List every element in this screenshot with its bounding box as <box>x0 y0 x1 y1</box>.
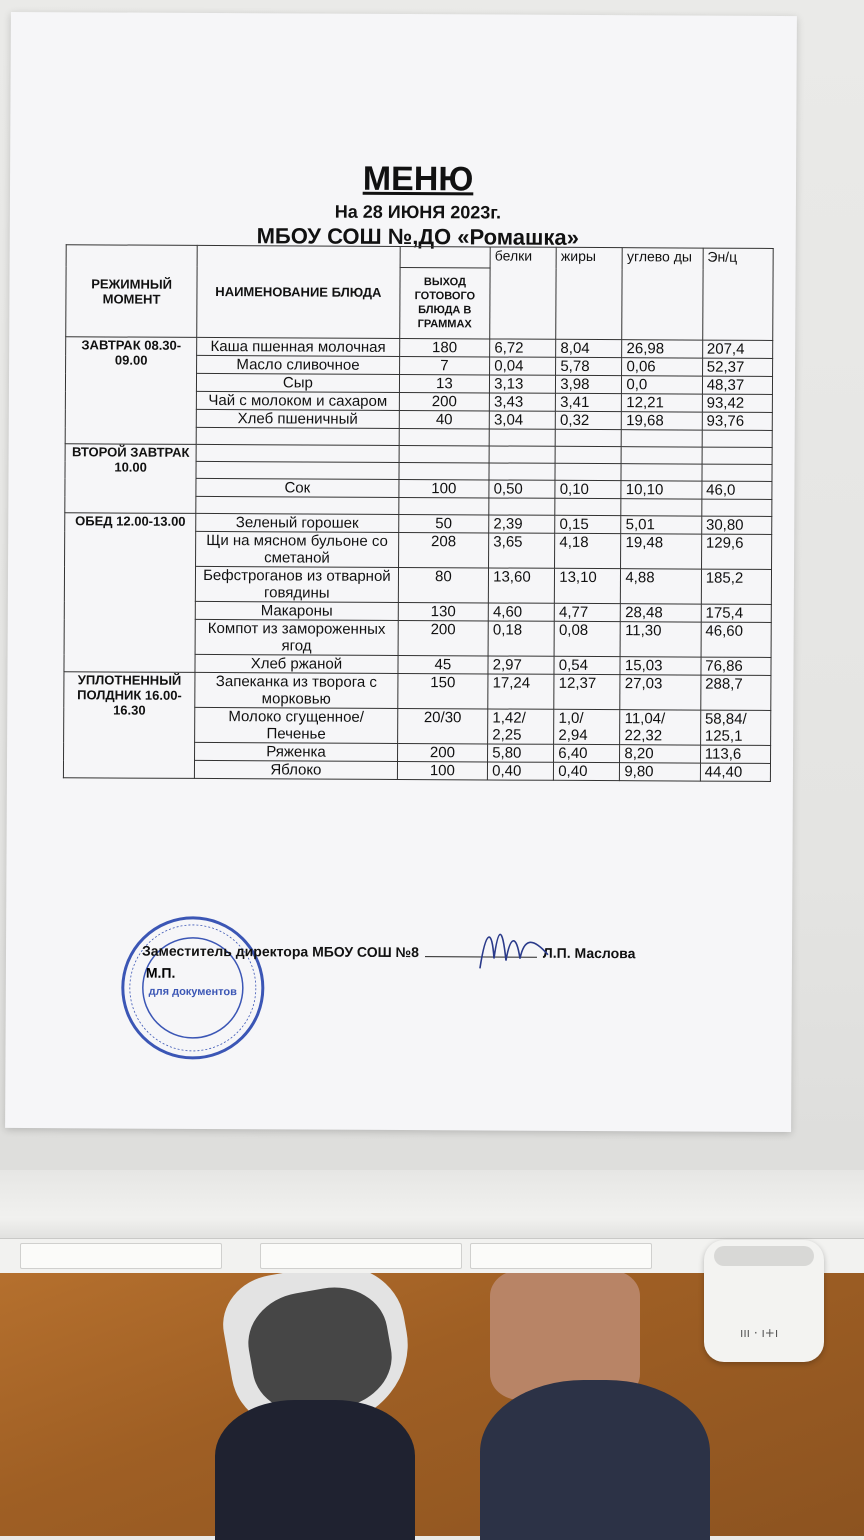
meal-time-cell: УПЛОТНЕННЫЙ ПОЛДНИК 16.00-16.30 <box>63 672 195 779</box>
cell-carbs: 19,48 <box>621 534 702 569</box>
header-fat: жиры <box>556 247 623 339</box>
cell-energy: 207,4 <box>702 340 772 358</box>
cell-output: 7 <box>399 356 490 374</box>
cell-fat: 5,78 <box>556 357 622 375</box>
cell-protein: 2,97 <box>488 656 554 674</box>
stamp-label: для документов <box>148 985 237 999</box>
table-body <box>63 337 772 782</box>
empty-cell <box>702 430 772 447</box>
document-date: На 28 ИЮНЯ 2023г. <box>334 201 502 223</box>
cell-name: Щи на мясном бульоне со сметаной <box>196 531 399 567</box>
empty-cell <box>555 463 621 480</box>
cell-protein: 3,13 <box>490 375 556 393</box>
cell-energy: 46,60 <box>701 622 771 657</box>
empty-cell <box>398 497 489 514</box>
menu-table <box>63 244 774 782</box>
header-output-top <box>400 246 491 267</box>
cell-name: Бефстроганов из отварной говядины <box>196 566 399 602</box>
cell-protein: 0,18 <box>488 621 554 656</box>
meal-time-cell: ЗАВТРАК 08.30-09.00 <box>65 337 197 445</box>
cell-protein: 13,60 <box>489 568 555 603</box>
cell-name: Ряженка <box>195 742 398 761</box>
radiator-section <box>20 1243 222 1269</box>
cell-protein: 2,39 <box>489 515 555 533</box>
signer-name: Л.П. Маслова <box>542 944 636 962</box>
empty-cell <box>489 446 555 463</box>
cell-protein: 1,42/ 2,25 <box>488 709 554 744</box>
signer-position: Заместитель директора МБОУ СОШ №8 <box>141 942 420 961</box>
empty-cell <box>399 428 490 445</box>
cell-name: Компот из замороженных ягод <box>195 619 398 655</box>
empty-cell <box>555 498 621 515</box>
table-row <box>65 513 772 535</box>
cell-fat: 12,37 <box>554 674 620 709</box>
header-output: ВЫХОД ГОТОВОГО БЛЮДА В ГРАММАХ <box>399 267 490 338</box>
cell-carbs: 27,03 <box>620 675 701 710</box>
empty-cell <box>555 446 621 463</box>
cell-name: Масло сливочное <box>197 355 400 374</box>
cell-carbs: 11,30 <box>620 622 701 657</box>
thermostat-valve <box>704 1240 824 1362</box>
empty-cell <box>489 429 555 446</box>
cell-protein: 3,65 <box>489 533 555 568</box>
cell-name: Чай с молоком и сахаром <box>197 391 400 410</box>
menu-sheet <box>5 12 797 1132</box>
table-row <box>64 672 771 711</box>
empty-cell <box>622 430 702 447</box>
cell-name: Сыр <box>197 373 400 392</box>
empty-cell <box>399 445 490 462</box>
leg-left <box>215 1400 415 1540</box>
table-row <box>66 337 773 359</box>
empty-cell <box>399 462 490 479</box>
cell-carbs: 15,03 <box>620 657 700 675</box>
empty-cell <box>702 499 772 516</box>
header-name: НАИМЕНОВАНИЕ БЛЮДА <box>197 245 400 338</box>
cell-carbs: 8,20 <box>620 745 700 763</box>
empty-cell <box>196 427 399 445</box>
cell-fat: 6,40 <box>554 744 620 762</box>
valve-marks-icon: ııı · ı+ı <box>740 1326 779 1340</box>
cell-fat: 13,10 <box>555 568 621 603</box>
cell-protein: 3,43 <box>490 393 556 411</box>
cell-carbs: 5,01 <box>621 516 701 534</box>
cell-energy: 288,7 <box>701 675 771 710</box>
header-carbs: углево ды <box>622 248 703 340</box>
radiator-section <box>470 1243 652 1269</box>
cell-carbs: 28,48 <box>621 604 701 622</box>
cell-energy: 76,86 <box>701 657 771 675</box>
cell-energy: 44,40 <box>700 763 770 781</box>
cell-name: Хлеб ржаной <box>195 654 398 673</box>
cell-output: 208 <box>398 532 489 567</box>
cell-fat: 4,18 <box>555 533 621 568</box>
cell-protein: 0,04 <box>490 357 556 375</box>
cell-output: 180 <box>399 338 490 356</box>
cell-output: 100 <box>399 479 490 497</box>
cell-energy: 129,6 <box>701 534 771 569</box>
cell-fat: 4,77 <box>555 603 621 621</box>
cell-protein: 17,24 <box>488 674 554 709</box>
cell-name: Зеленый горошек <box>196 513 399 532</box>
cell-energy: 58,84/ 125,1 <box>700 710 770 745</box>
cell-fat: 0,54 <box>554 656 620 674</box>
empty-cell <box>621 447 701 464</box>
document-org: МБОУ СОШ №,ДО «Ромашка» <box>256 223 579 250</box>
table-row <box>65 444 772 465</box>
cell-output: 200 <box>397 743 488 761</box>
cell-energy: 175,4 <box>701 604 771 622</box>
empty-cell <box>196 461 399 479</box>
cell-fat: 3,98 <box>556 375 622 393</box>
empty-cell <box>196 496 399 514</box>
cell-energy: 46,0 <box>702 481 772 499</box>
handwritten-signature-icon <box>472 918 552 978</box>
cell-carbs: 9,80 <box>620 763 700 781</box>
cell-carbs: 0,06 <box>622 358 702 376</box>
cell-energy: 30,80 <box>701 516 771 534</box>
header-protein: белки <box>490 247 557 339</box>
leg-right <box>480 1380 710 1540</box>
cell-carbs: 11,04/ 22,32 <box>620 710 701 745</box>
cell-fat: 1,0/ 2,94 <box>554 709 620 744</box>
cell-protein: 0,40 <box>488 762 554 780</box>
cell-name: Сок <box>196 478 399 497</box>
meal-time-cell: ВТОРОЙ ЗАВТРАК 10.00 <box>65 444 197 514</box>
empty-cell <box>196 444 399 462</box>
cell-output: 150 <box>397 673 488 708</box>
cell-fat: 0,40 <box>554 762 620 780</box>
cell-protein: 4,60 <box>488 603 554 621</box>
round-seal-icon <box>117 913 268 1064</box>
cell-carbs: 26,98 <box>622 340 702 358</box>
cell-fat: 0,15 <box>555 515 621 533</box>
empty-cell <box>489 463 555 480</box>
cell-carbs: 12,21 <box>622 394 702 412</box>
cell-output: 80 <box>398 567 489 602</box>
cell-output: 45 <box>398 655 489 673</box>
cell-output: 200 <box>398 620 489 655</box>
cell-energy: 113,6 <box>700 745 770 763</box>
empty-cell <box>702 464 772 481</box>
cell-energy: 185,2 <box>701 569 771 604</box>
cell-name: Макароны <box>195 601 398 620</box>
header-energy: Эн/ц <box>702 248 773 340</box>
cell-energy: 48,37 <box>702 376 772 394</box>
cell-fat: 3,41 <box>556 393 622 411</box>
cell-name: Запеканка из творога с морковью <box>195 672 398 708</box>
cell-output: 40 <box>399 410 490 428</box>
cell-carbs: 4,88 <box>621 569 702 604</box>
table-header-row <box>66 245 773 270</box>
empty-cell <box>555 429 621 446</box>
cell-name: Молоко сгущенное/Печенье <box>195 707 398 743</box>
cell-fat: 0,32 <box>556 411 622 429</box>
meal-time-cell: ОБЕД 12.00-13.00 <box>64 513 196 673</box>
empty-cell <box>621 464 701 481</box>
empty-cell <box>702 447 772 464</box>
cell-protein: 6,72 <box>490 339 556 357</box>
cell-protein: 5,80 <box>488 744 554 762</box>
cell-output: 130 <box>398 602 489 620</box>
document-title: МЕНЮ <box>362 159 474 199</box>
cell-name: Хлеб пшеничный <box>196 409 399 428</box>
cell-output: 13 <box>399 374 490 392</box>
empty-cell <box>621 499 701 516</box>
cell-protein: 3,04 <box>489 411 555 429</box>
cell-carbs: 19,68 <box>622 412 702 430</box>
cell-name: Каша пшенная молочная <box>197 337 400 356</box>
cell-output: 100 <box>397 761 488 779</box>
cell-energy: 93,42 <box>702 394 772 412</box>
valve-ring <box>714 1246 814 1266</box>
empty-cell <box>489 498 555 515</box>
cell-name: Яблоко <box>195 760 398 779</box>
mp-label: М.П. <box>145 964 176 981</box>
cell-fat: 8,04 <box>556 339 622 357</box>
cell-energy: 52,37 <box>702 358 772 376</box>
cell-carbs: 0,0 <box>622 376 702 394</box>
cell-energy: 93,76 <box>702 412 772 430</box>
cell-fat: 0,10 <box>555 480 621 498</box>
cell-protein: 0,50 <box>489 480 555 498</box>
radiator-section <box>260 1243 462 1269</box>
cell-output: 50 <box>398 514 489 532</box>
signature-line <box>142 943 635 962</box>
cell-fat: 0,08 <box>554 621 620 656</box>
cell-output: 20/30 <box>397 708 488 743</box>
header-moment: РЕЖИМНЫЙ МОМЕНТ <box>66 245 198 338</box>
cell-carbs: 10,10 <box>621 481 701 499</box>
cell-output: 200 <box>399 392 490 410</box>
